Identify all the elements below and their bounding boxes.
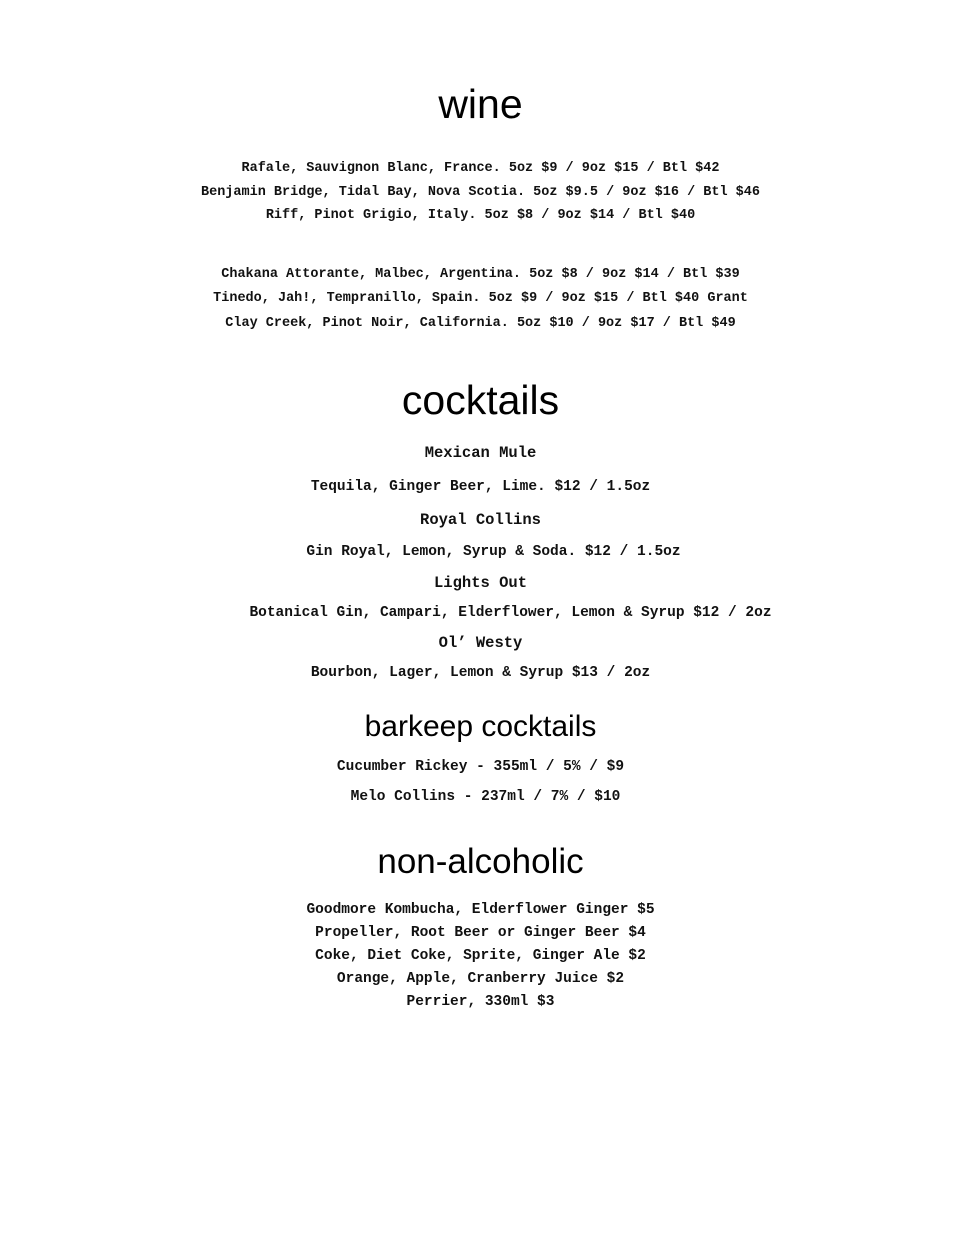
na-item-juice: Orange, Apple, Cranberry Juice $2 bbox=[336, 971, 625, 987]
non-alcoholic-heading: non-alcoholic bbox=[377, 842, 584, 881]
cocktail-desc-lights-out: Botanical Gin, Campari, Elderflower, Lemon & Syrup $12 / 2oz bbox=[249, 605, 772, 621]
barkeep-item-melo-collins: Melo Collins - 237ml / 7% / $10 bbox=[350, 789, 621, 805]
cocktail-name-ol-westy: Ol’ Westy bbox=[438, 634, 523, 652]
wine-item-benjamin-bridge: Benjamin Bridge, Tidal Bay, Nova Scotia. 5oz $9.5 / 9oz $16 / Btl $46 bbox=[201, 185, 760, 200]
wine-item-riff: Riff, Pinot Grigio, Italy. 5oz $8 / 9oz $14 / Btl $40 bbox=[265, 208, 696, 223]
wine-item-chakana: Chakana Attorante, Malbec, Argentina. 5oz $8 / 9oz $14 / Btl $39 bbox=[221, 267, 740, 282]
barkeep-item-cucumber-rickey: Cucumber Rickey - 355ml / 5% / $9 bbox=[336, 759, 625, 775]
na-item-propeller: Propeller, Root Beer or Ginger Beer $4 bbox=[315, 925, 646, 941]
cocktail-name-lights-out: Lights Out bbox=[433, 574, 527, 592]
wine-heading: wine bbox=[438, 81, 523, 127]
na-item-kombucha: Goodmore Kombucha, Elderflower Ginger $5 bbox=[306, 902, 655, 918]
cocktail-desc-mexican-mule: Tequila, Ginger Beer, Lime. $12 / 1.5oz bbox=[310, 479, 651, 495]
wine-item-tinedo: Tinedo, Jah!, Tempranillo, Spain. 5oz $9 / 9oz $15 / Btl $40 Grant bbox=[213, 291, 748, 306]
barkeep-heading: barkeep cocktails bbox=[364, 710, 597, 743]
cocktail-desc-ol-westy: Bourbon, Lager, Lemon & Syrup $13 / 2oz bbox=[310, 665, 651, 681]
na-item-perrier: Perrier, 330ml $3 bbox=[406, 994, 555, 1010]
cocktail-desc-royal-collins: Gin Royal, Lemon, Syrup & Soda. $12 / 1.5oz bbox=[306, 544, 681, 560]
wine-item-rafale: Rafale, Sauvignon Blanc, France. 5oz $9 / 9oz $15 / Btl $42 bbox=[241, 161, 720, 176]
cocktail-name-royal-collins: Royal Collins bbox=[420, 511, 541, 529]
cocktails-heading: cocktails bbox=[401, 377, 560, 423]
na-item-soda: Coke, Diet Coke, Sprite, Ginger Ale $2 bbox=[315, 948, 646, 964]
wine-item-clay-creek: Clay Creek, Pinot Noir, California. 5oz $10 / 9oz $17 / Btl $49 bbox=[225, 316, 736, 331]
cocktail-name-mexican-mule: Mexican Mule bbox=[424, 444, 537, 462]
